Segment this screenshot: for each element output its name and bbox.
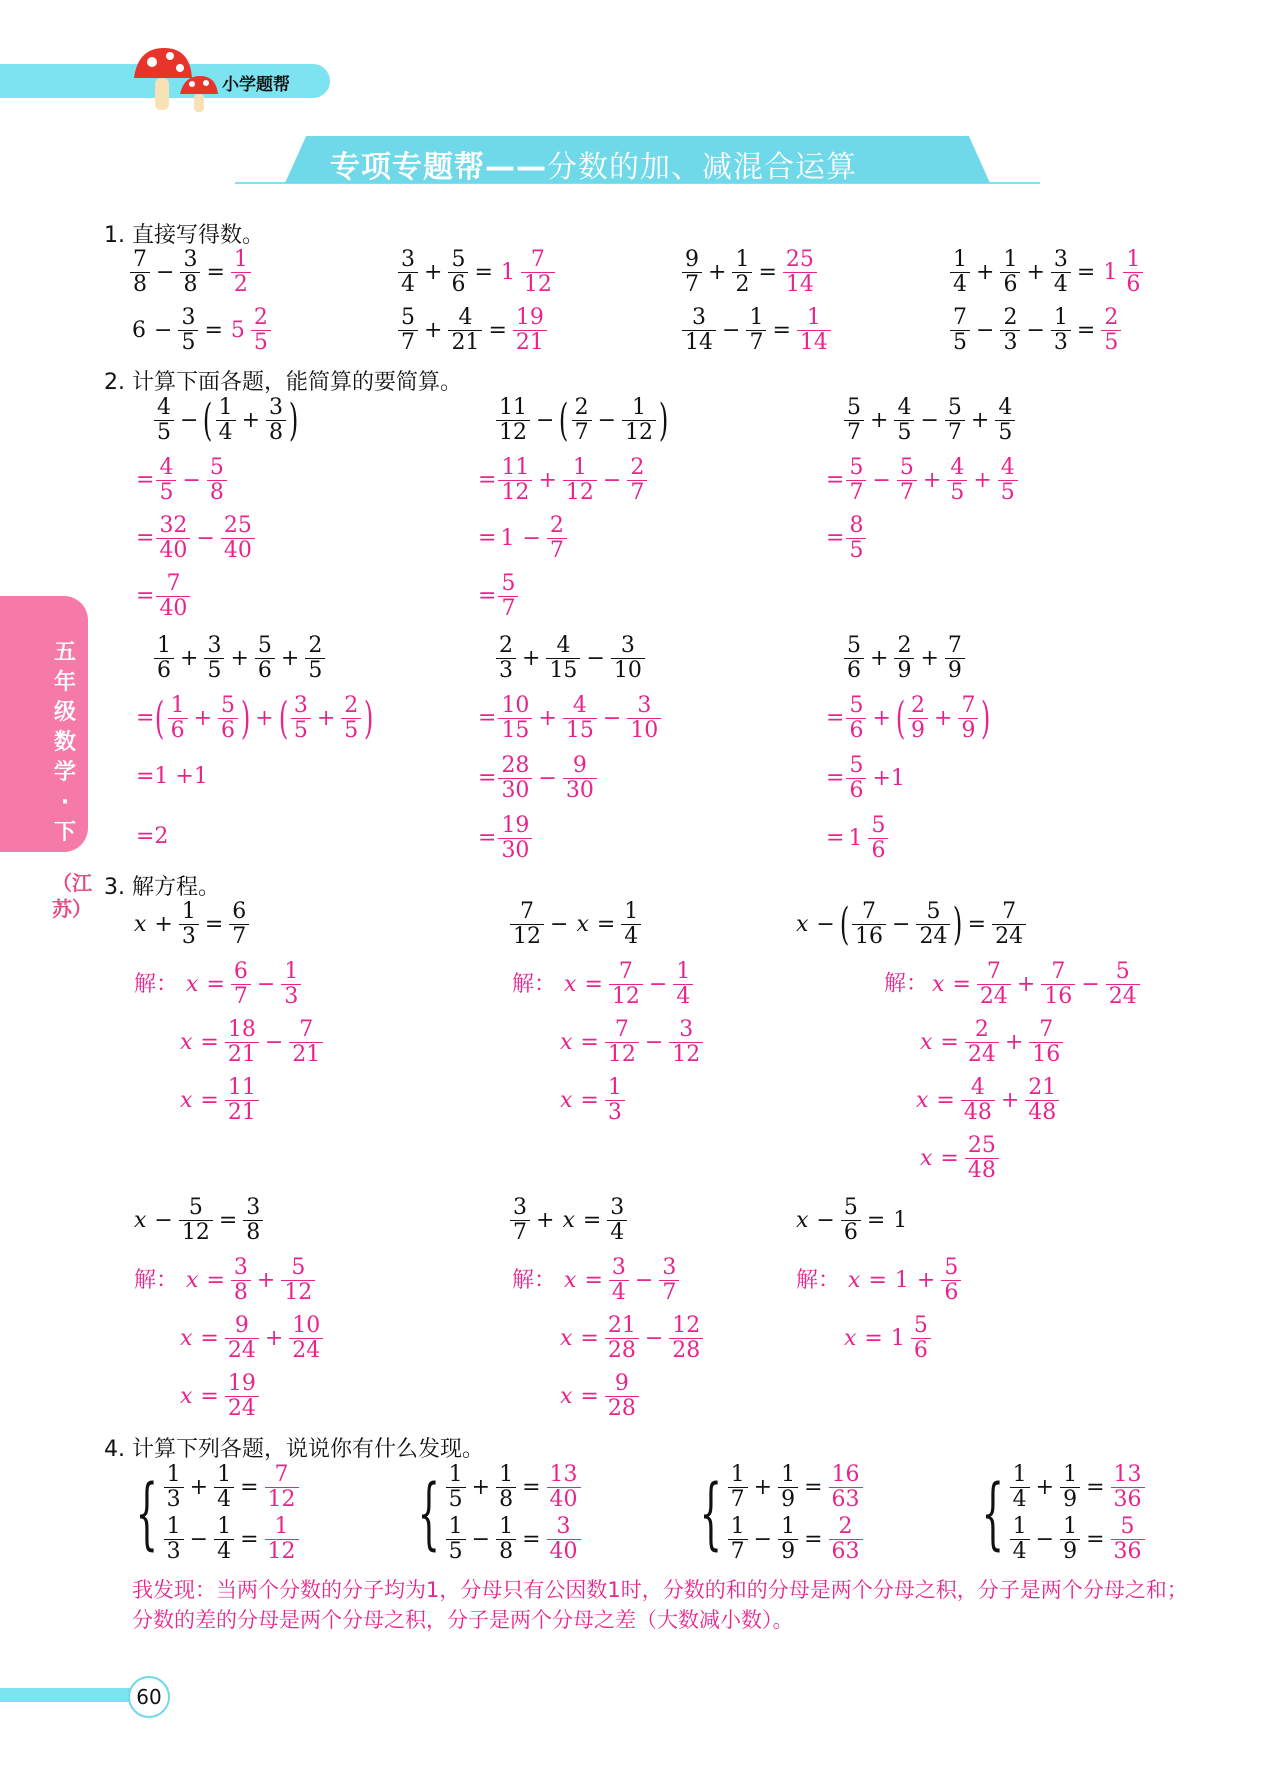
q3-e4-step1: 解： x = $\frac{3}{8}$ + $\frac{5}{12}$	[130, 1256, 317, 1305]
q3-e5-step2: x = $\frac{21}{28}$ − $\frac{12}{28}$	[556, 1314, 705, 1363]
q3-e3-step3: x = $\frac{4}{48}$ + $\frac{21}{48}$	[912, 1076, 1061, 1125]
q2-p4-step3: =2	[136, 824, 169, 849]
q1-item-e: 6 − $\frac{3}{5}$ = 5 $\frac{2}{5}$	[128, 306, 273, 355]
section-1-heading: 1. 直接写得数。	[104, 223, 264, 248]
page-number: 60	[128, 1676, 170, 1718]
q2-p3-step2: = $\frac{8}{5}$	[826, 514, 868, 563]
page-title: 专项专题帮——分数的加、减混合运算	[330, 150, 857, 185]
q3-e1-step1: 解： x = $\frac{6}{7}$ − $\frac{1}{3}$	[130, 960, 303, 1009]
q2-p6-step1: = $\frac{5}{6}$ + ( $\frac{2}{9}$ + $\frac{7}{9}$ )	[826, 692, 991, 744]
q2-p6-step2: = $\frac{5}{6}$ +1	[826, 753, 905, 803]
q3-e1-step2: x = $\frac{18}{21}$ − $\frac{7}{21}$	[176, 1018, 325, 1067]
q4-group-2: { $\frac{1}{5}$ + $\frac{1}{8}$ = $\frac{13}{40}$ $\frac{1}{5}$ − $\frac{1}{8}$ = $\frac{3}{40}$	[412, 1460, 583, 1567]
q3-e5-step3: x = $\frac{9}{28}$	[556, 1372, 641, 1421]
q2-p6-step3: = 1 $\frac{5}{6}$	[826, 814, 890, 863]
q3-e3-equation: x − ( $\frac{7}{16}$ − $\frac{5}{24}$ ) = $\frac{7}{24}$	[792, 900, 1028, 949]
q1-item-c: $\frac{9}{7}$ + $\frac{1}{2}$ = $\frac{25}{14}$	[680, 248, 819, 297]
mushroom-icon	[130, 44, 220, 116]
q2-p1-step3: = $\frac{7}{40}$	[136, 572, 192, 621]
q2-p5-step2: = $\frac{28}{30}$ − $\frac{9}{30}$	[478, 754, 599, 803]
q3-e2-equation: $\frac{7}{12}$ − x = $\frac{1}{4}$	[508, 900, 643, 949]
q3-e5-equation: $\frac{3}{7}$ + x = $\frac{3}{4}$	[508, 1196, 629, 1245]
section-2-heading: 2. 计算下面各题，能简算的要简算。	[104, 370, 462, 395]
q2-p5-step1: = $\frac{10}{15}$ + $\frac{4}{15}$ − $\frac{3}{10}$	[478, 694, 663, 743]
q1-item-d: $\frac{1}{4}$ + $\frac{1}{6}$ + $\frac{3}{4}$ = 1 $\frac{1}{6}$	[948, 248, 1145, 297]
q2-p2-step2: = 1 − $\frac{2}{7}$	[478, 514, 569, 563]
region-label: （江苏）	[52, 871, 92, 921]
discovery-text: 我发现：当两个分数的分子均为1，分母只有公因数1时，分数的和的分母是两个分母之积，分子是两个分母之和；分数的差的分母是两个分母之积，分子是两个分母之差（大数减小数）。	[132, 1578, 1188, 1632]
brand-name: 小学题帮	[222, 75, 290, 95]
q2-p1-step2: = $\frac{32}{40}$ − $\frac{25}{40}$	[136, 514, 257, 563]
q4-group-3: { $\frac{1}{7}$ + $\frac{1}{9}$ = $\frac{16}{63}$ $\frac{1}{7}$ − $\frac{1}{9}$ = $\frac{2}{63}$	[694, 1460, 865, 1567]
grade-label: 五年级数学·下	[53, 640, 76, 845]
q1-item-b: $\frac{3}{4}$ + $\frac{5}{6}$ = 1 $\frac{7}{12}$	[396, 248, 557, 297]
q2-p3-step1: = $\frac{5}{7}$ − $\frac{5}{7}$ + $\frac{4}{5}$ + $\frac{4}{5}$	[826, 456, 1020, 505]
q3-e2-step3: x = $\frac{1}{3}$	[556, 1076, 627, 1125]
q2-p3-problem: $\frac{5}{7}$ + $\frac{4}{5}$ − $\frac{5}{7}$ + $\frac{4}{5}$	[842, 396, 1017, 445]
q2-p4-step1: =( $\frac{1}{6}$ + $\frac{5}{6}$ ) + ( $\frac{3}{5}$ + $\frac{2}{5}$ )	[136, 692, 374, 744]
q1-item-f: $\frac{5}{7}$ + $\frac{4}{21}$ = $\frac{19}{21}$	[396, 306, 549, 355]
q3-e3-step1: 解： x = $\frac{7}{24}$ + $\frac{7}{16}$ − $\frac{5}{24}$	[884, 960, 1142, 1009]
q3-e2-step1: 解： x = $\frac{7}{12}$ − $\frac{1}{4}$	[508, 960, 695, 1009]
q3-e5-step1: 解： x = $\frac{3}{4}$ − $\frac{3}{7}$	[508, 1256, 681, 1305]
footer-band	[0, 1688, 140, 1702]
q2-p2-step3: = $\frac{5}{7}$	[478, 572, 520, 621]
q2-p2-problem: $\frac{11}{12}$ − ( $\frac{2}{7}$ − $\frac{1}{12}$ )	[494, 396, 669, 445]
q2-p2-step1: = $\frac{11}{12}$ + $\frac{1}{12}$ − $\frac{2}{7}$	[478, 456, 649, 505]
q4-group-4: { $\frac{1}{4}$ + $\frac{1}{9}$ = $\frac{13}{36}$ $\frac{1}{4}$ − $\frac{1}{9}$ = $\frac{5}{36}$	[976, 1460, 1147, 1567]
q2-p1-step1: = $\frac{4}{5}$ − $\frac{5}{8}$	[136, 456, 229, 505]
q2-p4-step2: =1 +1	[136, 764, 208, 789]
q3-e6-step1: 解： x = 1 + $\frac{5}{6}$	[792, 1256, 963, 1305]
q3-e4-step3: x = $\frac{19}{24}$	[176, 1372, 261, 1421]
q3-e4-step2: x = $\frac{9}{24}$ + $\frac{10}{24}$	[176, 1314, 325, 1363]
q3-e1-equation: x + $\frac{1}{3}$ = $\frac{6}{7}$	[130, 900, 251, 949]
q2-p1-problem: $\frac{4}{5}$ − ( $\frac{1}{4}$ + $\frac{3}{8}$ )	[152, 396, 299, 445]
q3-e3-step4: x = $\frac{25}{48}$	[916, 1134, 1001, 1183]
q3-e4-equation: x − $\frac{5}{12}$ = $\frac{3}{8}$	[130, 1196, 265, 1245]
q3-e3-step2: x = $\frac{2}{24}$ + $\frac{7}{16}$	[916, 1018, 1065, 1067]
q2-p6-problem: $\frac{5}{6}$ + $\frac{2}{9}$ + $\frac{7}{9}$	[842, 634, 967, 683]
q3-e6-step2: x = 1 $\frac{5}{6}$	[840, 1314, 933, 1363]
section-3-heading: 3. 解方程。	[104, 875, 220, 900]
section-4-heading: 4. 计算下列各题，说说你有什么发现。	[104, 1437, 484, 1462]
q1-item-g: $\frac{3}{14}$ − $\frac{1}{7}$ = $\frac{1}{14}$	[680, 306, 833, 355]
q4-group-1: { $\frac{1}{3}$ + $\frac{1}{4}$ = $\frac{7}{12}$ $\frac{1}{3}$ − $\frac{1}{4}$ = $\frac{1}{12}$	[130, 1460, 301, 1567]
q2-p5-problem: $\frac{2}{3}$ + $\frac{4}{15}$ − $\frac{3}{10}$	[494, 634, 647, 683]
q1-item-h: $\frac{7}{5}$ − $\frac{2}{3}$ − $\frac{1}{3}$ = $\frac{2}{5}$	[948, 306, 1123, 355]
q3-e6-equation: x − $\frac{5}{6}$ = 1	[796, 1195, 908, 1245]
q2-p5-step3: = $\frac{19}{30}$	[478, 814, 534, 863]
q3-e1-step3: x = $\frac{11}{21}$	[176, 1076, 261, 1125]
q3-e2-step2: x = $\frac{7}{12}$ − $\frac{3}{12}$	[556, 1018, 705, 1067]
q2-p4-problem: $\frac{1}{6}$ + $\frac{3}{5}$ + $\frac{5}{6}$ + $\frac{2}{5}$	[152, 634, 327, 683]
q1-item-a: $\frac{7}{8}$ − $\frac{3}{8}$ = $\frac{1}{2}$	[128, 248, 253, 297]
